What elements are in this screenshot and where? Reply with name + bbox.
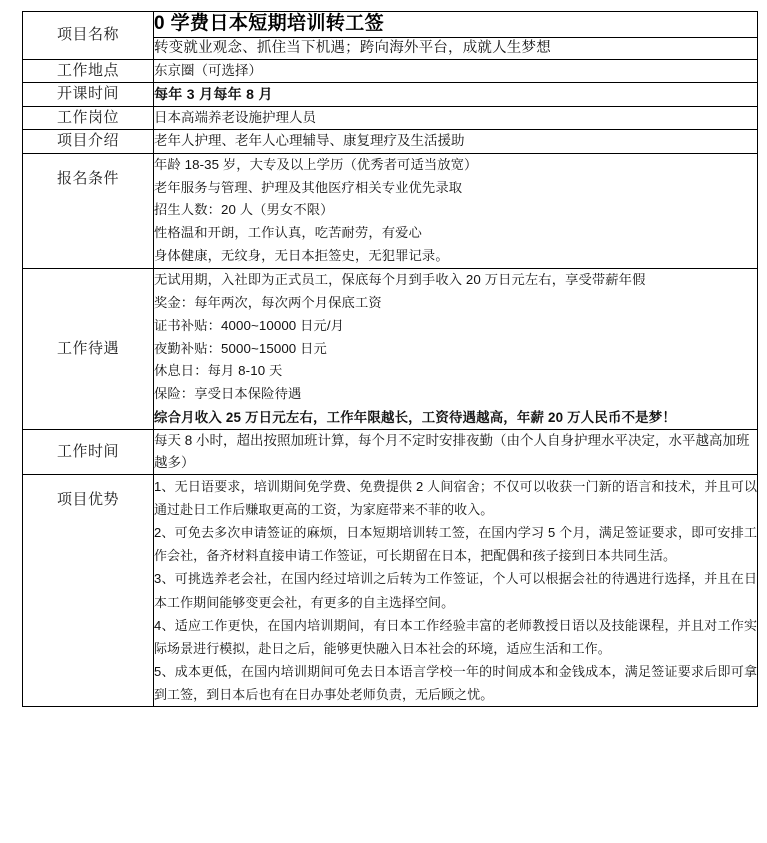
work-hours-value: 每天 8 小时，超出按照加班计算，每个月不定时安排夜勤（由个人自身护理水平决定，水平越高加班越多） [154,430,758,475]
row-label-requirements: 报名条件 [23,153,154,268]
advantages-content [154,474,758,706]
row-label-work-location: 工作地点 [23,59,154,83]
list-item: 证书补贴：4000~10000 日元/月 [154,317,345,333]
row-label-job-position: 工作岗位 [23,106,154,130]
list-item: 休息日：每月 8-10 天 [154,363,283,379]
program-intro-value: 老年人护理、老年人心理辅导、康复理疗及生活援助 [154,130,758,154]
start-time-value [154,83,758,107]
list-item: 身体健康，无纹身，无日本拒签史，无犯罪记录。 [154,248,449,264]
list-item: 3、可挑选养老会社，在国内经过培训之后转为工作签证，个人可以根据会社的待遇进行选择，并且在日本工作期间能够变更会社，有更多的自主选择空间。 [154,571,757,610]
row-label-project-name: 项目名称 [23,12,154,60]
table-row [23,59,758,83]
table-row [23,83,758,107]
table-row [23,430,758,475]
list-item: 性格温和开朗，工作认真，吃苦耐劳，有爱心 [154,225,422,241]
start-time-second: 每年 8 月 [213,85,273,102]
list-item: 年龄 18-35 岁，大专及以上学历（优秀者可适当放宽） [154,156,478,172]
list-item: 无试用期，入社即为正式员工，保底每个月到手收入 20 万日元左右，享受带薪年假 [154,272,646,287]
advantages-list [154,475,757,706]
start-time-first: 每年 3 月 [154,85,214,102]
program-title: 0 学费日本短期培训转工签 [154,12,758,38]
list-item: 老年服务与管理、护理及其他医疗相关专业优先录取 [154,179,463,195]
job-position-value: 日本高端养老设施护理人员 [154,106,758,130]
list-item: 2、可免去多次申请签证的麻烦，日本短期培训转工签，在国内学习 5 个月，满足签证要求，即可安排工作会社，备齐材料直接申请工作签证，可长期留在日本，把配偶和孩子接到日本共同生活。 [154,525,757,564]
program-subtitle: 转变就业观念、抓住当下机遇；跨向海外平台，成就人生梦想 [154,37,758,59]
list-item: 4、适应工作更快，在国内培训期间，有日本工作经验丰富的老师教授日语以及技能课程，并且对工作实际场景进行模拟，赴日之后，能够更快融入日本社会的环境，适应生活和工作。 [154,617,757,656]
benefits-list [154,269,757,429]
benefits-content [154,269,758,430]
row-label-program-intro: 项目介绍 [23,130,154,154]
table-row [23,130,758,154]
requirements-list [154,154,757,268]
row-label-benefits: 工作待遇 [23,269,154,430]
list-item: 招生人数：20 人（男女不限） [154,202,334,218]
table-row [23,269,758,430]
list-item: 保险：享受日本保险待遇 [154,386,302,402]
row-label-advantages: 项目优势 [23,474,154,706]
table-row [23,12,758,38]
list-item: 奖金：每年两次，每次两个月保底工资 [154,294,382,310]
row-label-work-hours: 工作时间 [23,430,154,475]
table-row [23,474,758,706]
row-label-start-time: 开课时间 [23,83,154,107]
table-row [23,106,758,130]
table-row [23,153,758,268]
benefits-highlight: 综合月收入 25 万日元左右，工作年限越长，工资待遇越高，年薪 20 万人民币不是梦！ [154,410,676,426]
requirements-content [154,153,758,268]
list-item: 5、成本更低，在国内培训期间可免去日本语言学校一年的时间成本和金钱成本，满足签证要求后即可拿到工签，到日本后也有在日办事处老师负责，无后顾之忧。 [154,663,757,703]
work-location-value: 东京圈（可选择） [154,59,758,83]
list-item: 1、无日语要求，培训期间免学费、免费提供 2 人间宿舍；不仅可以收获一门新的语言和技术，并且可以通过赴日工作后赚取更高的工资，为家庭带来不菲的收入。 [154,478,757,518]
list-item: 夜勤补贴：5000~15000 日元 [154,340,327,356]
program-info-table [22,11,758,707]
